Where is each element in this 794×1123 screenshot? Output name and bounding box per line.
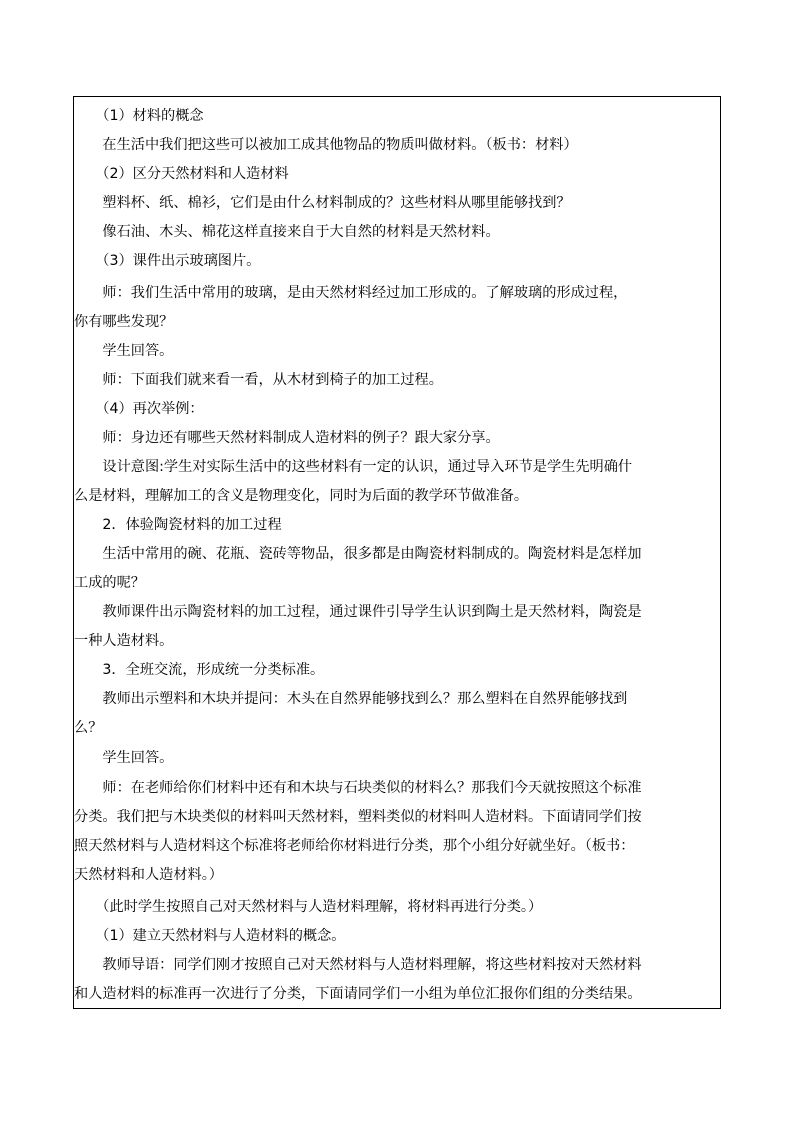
text-line: 分类。我们把与木块类似的材料叫天然材料，塑料类似的材料叫人造材料。下面请同学们按 <box>74 809 642 825</box>
text-line: （2）区分天然材料和人造材料 <box>74 166 289 182</box>
text-line: 像石油、木头、棉花这样直接来自于大自然的材料是天然材料。 <box>74 224 500 240</box>
text-line: 3．全班交流，形成统一分类标准。 <box>74 662 325 678</box>
text-line: 塑料杯、纸、棉衫，它们是由什么材料制成的？这些材料从哪里能够找到？ <box>74 195 571 211</box>
text-line: 教师出示塑料和木块并提问：木头在自然界能够找到么？那么塑料在自然界能够找到 <box>74 691 628 707</box>
text-line: （1）建立天然材料与人造材料的概念。 <box>74 928 346 944</box>
text-line: （4）再次举例： <box>74 401 204 417</box>
text-line: 师：我们生活中常用的玻璃，是由天然材料经过加工形成的。了解玻璃的形成过程， <box>74 285 628 301</box>
text-line: 教师课件出示陶瓷材料的加工过程，通过课件引导学生认识到陶土是天然材料，陶瓷是 <box>74 604 642 620</box>
text-line: 你有哪些发现？ <box>74 314 174 330</box>
text-line: 一种人造材料。 <box>74 633 174 649</box>
text-line: 师：在老师给你们材料中还有和木块与石块类似的材料么？那我们今天就按照这个标准 <box>74 780 642 796</box>
text-line: （3）课件出示玻璃图片。 <box>74 253 261 269</box>
text-line: 天然材料和人造材料。） <box>74 867 223 883</box>
text-line: 生活中常用的碗、花瓶、瓷砖等物品，很多都是由陶瓷材料制成的。陶瓷材料是怎样加 <box>74 546 642 562</box>
text-line: （此时学生按照自己对天然材料与人造材料理解，将材料再进行分类。） <box>74 899 543 915</box>
text-line: 2．体验陶瓷材料的加工过程 <box>74 517 282 533</box>
text-line: 在生活中我们把这些可以被加工成其他物品的物质叫做材料。（板书：材料） <box>74 137 578 153</box>
text-line: 师：下面我们就来看一看，从木材到椅子的加工过程。 <box>74 372 443 388</box>
text-line: 和人造材料的标准再一次进行了分类，下面请同学们一小组为单位汇报你们组的分类结果。 <box>74 986 642 1002</box>
text-line: 设计意图:学生对实际生活中的这些材料有一定的认识，通过导入环节是学生先明确什 <box>74 459 633 475</box>
text-line: 师：身边还有哪些天然材料制成人造材料的例子？跟大家分享。 <box>74 430 500 446</box>
text-line: 教师导语：同学们刚才按照自己对天然材料与人造材料理解，将这些材料按对天然材料 <box>74 957 642 973</box>
text-line: 么？ <box>74 720 103 736</box>
text-line: 学生回答。 <box>74 750 174 766</box>
text-line: 照天然材料与人造材料这个标准将老师给你材料进行分类，那个小组分好就坐好。（板书： <box>74 838 635 854</box>
text-line: 么是材料，理解加工的含义是物理变化，同时为后面的教学环节做准备。 <box>74 488 529 504</box>
text-line: 学生回答。 <box>74 343 174 359</box>
text-line: （1）材料的概念 <box>74 108 204 124</box>
text-line: 工成的呢？ <box>74 575 145 591</box>
